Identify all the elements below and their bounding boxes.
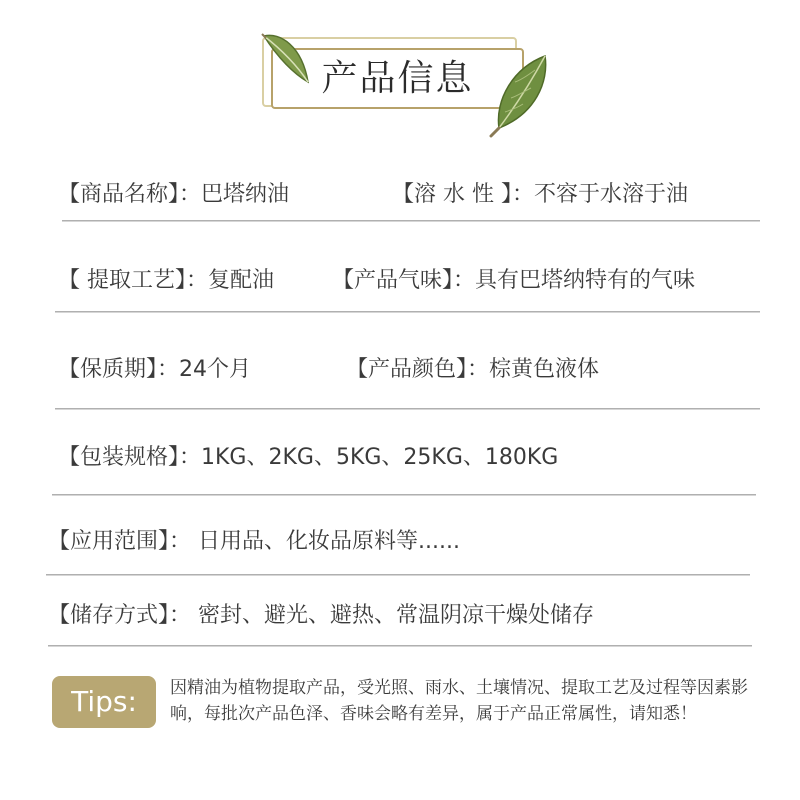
divider <box>46 574 750 576</box>
product-scent: 【产品气味】：具有巴塔纳特有的气味 <box>332 268 696 293</box>
product-color: 【产品颜色】：棕黄色液体 <box>346 357 600 382</box>
shelf-life: 【保质期】：24个月 <box>58 357 251 382</box>
solubility: 【溶 水 性 】：不容于水溶于油 <box>392 182 688 207</box>
page-title: 产品信息 <box>321 58 474 99</box>
tips-badge: Tips: <box>52 676 156 728</box>
leaf-right-icon <box>487 52 551 138</box>
divider <box>48 645 752 647</box>
divider <box>62 220 760 222</box>
title-banner <box>255 28 555 140</box>
divider <box>52 494 756 496</box>
tips-text: 因精油为植物提取产品，受光照、雨水、土壤情况、提取工艺及过程等因素影响，每批次产品色泽、香味会略有差异，属于产品正常属性，请知悉！ <box>170 678 748 724</box>
storage-method: 【储存方式】： 密封、避光、避热、常温阴凉干燥处储存 <box>48 603 594 628</box>
packaging-spec: 【包装规格】：1KG、2KG、5KG、25KG、180KG <box>58 445 559 470</box>
product-name: 【商品名称】：巴塔纳油 <box>58 182 290 207</box>
leaf-left-icon <box>258 28 316 88</box>
application-scope: 【应用范围】： 日用品、化妆品原料等...... <box>48 529 460 554</box>
extraction-process: 【 提取工艺】：复配油 <box>58 268 274 293</box>
divider <box>55 311 760 313</box>
divider <box>55 408 760 410</box>
